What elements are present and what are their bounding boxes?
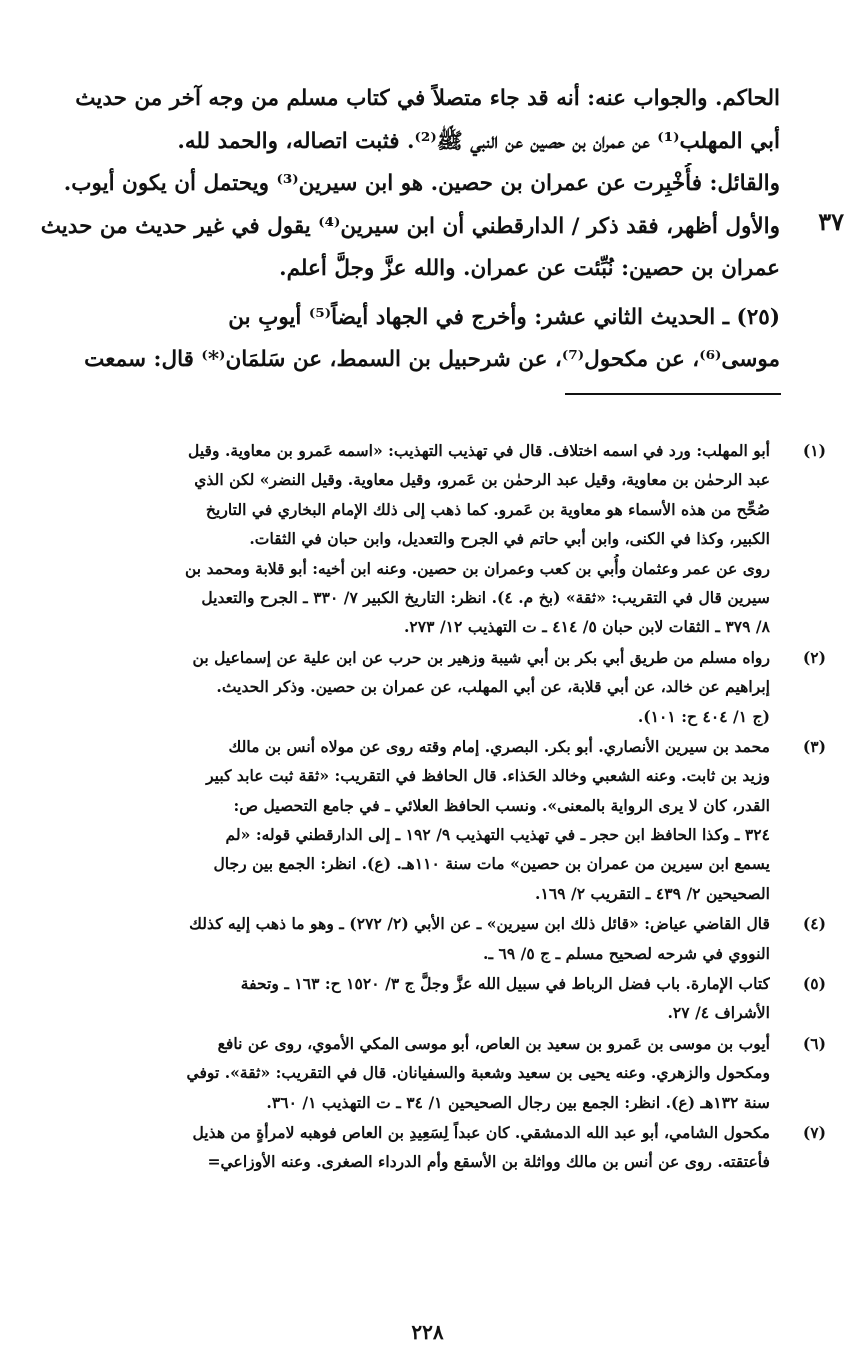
footnote-number: (٢) [802, 647, 826, 667]
footnote-7 [30, 1118, 826, 1177]
footnote-line: النووي في شرحه لصحيح مسلم ـ ج ٥/ ٦٩ ـ. [483, 943, 770, 963]
footnote-number: (٥) [802, 974, 826, 994]
footnote-line: رواه مسلم من طريق أبي بكر بن أبي شيبة وزهير بن حرب عن ابن علية عن إسماعيل بن [192, 647, 770, 667]
footnote-6 [30, 1029, 826, 1117]
footnote-line: وزيد بن ثابت. وعنه الشعبي وخالد الحَذاء. قال الحافظ في التقريب: «ثقة ثبت عابد كبير [206, 766, 770, 786]
hadith-heading-line: (٢٥) ـ الحديث الثاني عشر: وأخرج في الجهاد أيضاً⁽⁵⁾ أيوبِ بن [228, 304, 780, 330]
footnote-line: أبو المهلب: ورد في اسمه اختلاف. قال في تهذيب التهذيب: «اسمه عَمرو بن معاوية. وقيل [188, 441, 770, 460]
hadith-text-line: موسى⁽⁶⁾، عن مكحول⁽⁷⁾، عن شرحبيل بن السمط، عن سَلمَان⁽*⁾ قال: سمعت [84, 347, 780, 372]
footnote-line: يسمع ابن سيرين من عمران بن حصين» مات سنة ١١٠هـ. (ع). انظر: الجمع بين رجال [213, 854, 770, 874]
main-text-line: عمران بن حصين: نُبِّئت عن عمران. والله عزَّ وجلَّ أعلم. [279, 256, 780, 281]
footnote-line: الأشراف ٤/ ٢٧. [667, 1003, 770, 1023]
footnote-number: (٤) [802, 914, 826, 934]
footnote-4 [30, 909, 826, 968]
footnote-line: فأعتقته. روى عن أنس بن مالك وواثلة بن الأسقع وأم الدرداء الصغرى. وعنه الأوزاعي= [207, 1152, 770, 1172]
footnote-line: سنة ١٣٢هـ (ع). انظر: الجمع بين رجال الصحيحين ١/ ٣٤ ـ ت التهذيب ١/ ٣٦٠. [266, 1092, 770, 1112]
main-text-line: أبي المهلب⁽¹⁾ عن عمران بن حصين عن النبي ﷺ⁽²⁾. فثبت اتصاله، والحمد لله. [177, 128, 780, 154]
page-number: ٢٢٨ [411, 1320, 444, 1344]
footnote-line: ٨/ ٣٧٩ ـ الثقات لابن حبان ٥/ ٤١٤ ـ ت التهذيب ١٢/ ٢٧٣. [403, 617, 770, 637]
footnote-line: سيرين قال في التقريب: «ثقة» (بخ م. ٤). انظر: التاريخ الكبير ٧/ ٣٣٠ ـ الجرح والتعديل [201, 587, 770, 607]
footnote-line: مكحول الشامي، أبو عبد الله الدمشقي. كان عبداً لِسَعِيدِ بن العاص فوهبه لامرأةٍ من هذيل [192, 1122, 770, 1142]
footnote-number: (٣) [802, 736, 826, 756]
footnotes [30, 436, 826, 1178]
footnote-2 [30, 643, 826, 731]
footnote-line: قال القاضي عياض: «قائل ذلك ابن سيرين» ـ عن الأبي (٢/ ٢٧٢) ـ وهو ما ذهب إليه كذلك [189, 914, 770, 934]
margin-folio-number: ٣٧ [818, 207, 844, 236]
footnote-line: (ج ١/ ٤٠٤ ح: ١٠١). [637, 706, 770, 726]
main-text-line: الحاكم. والجواب عنه: أنه قد جاء متصلاً في كتاب مسلم من وجه آخر من حديث [75, 86, 780, 111]
footnote-line: كتاب الإمارة. باب فضل الرباط في سبيل الله عزَّ وجلَّ ج ٣/ ١٥٢٠ ح: ١٦٣ ـ وتحفة [240, 974, 770, 994]
footnote-line: ٣٢٤ ـ وكذا الحافظ ابن حجر ـ في تهذيب التهذيب ٩/ ١٩٢ ـ إلى الدارقطني قوله: «لم [225, 825, 770, 845]
footnote-line: عبد الرحمٰن بن معاوية، وقيل عبد الرحمٰن بن عَمرو، وقيل معاوية. وقيل النضر» لكن الذي [194, 470, 770, 490]
footnote-line: ومكحول والزهري. وعنه يحيى بن سعيد وشعبة والسفيانان. قال في التقريب: «ثقة». توفي [186, 1063, 770, 1083]
main-text-line: والقائل: فأُخْبِرت عن عمران بن حصين. هو ابن سيرين⁽³⁾ ويحتمل أن يكون أيوب. [63, 171, 780, 196]
main-text [38, 78, 780, 382]
footnote-line: روى عن عمر وعثمان وأُبي بن كعب وعمران بن حصين. وعنه ابن أخيه: أبو قلابة ومحمد بن [184, 558, 770, 578]
footnote-line: الكبير، وكذا في الكنى، وابن أبي حاتم في الجرح والتعديل، وابن حبان في الثقات. [249, 529, 770, 549]
main-text-line: والأول أظهر، فقد ذكر / الدارقطني أن ابن سيرين⁽⁴⁾ يقول في غير حديث من حديث [40, 213, 780, 239]
footnote-line: إبراهيم عن خالد، عن أبي قلابة، عن أبي المهلب، عن عمران بن حصين. وذكر الحديث. [216, 677, 770, 697]
footnote-5 [30, 969, 826, 1028]
footnote-number: (٧) [802, 1122, 826, 1142]
footnote-separator [565, 393, 781, 395]
footnote-number: (١) [802, 441, 826, 460]
footnote-number: (٦) [802, 1033, 826, 1053]
footnote-3 [30, 732, 826, 908]
footnote-1 [30, 436, 826, 642]
footnote-line: القدر، كان لا يرى الرواية بالمعنى». ونسب الحافظ العلائي ـ في جامع التحصيل ص: [233, 795, 770, 815]
footnote-line: صُحِّح من هذه الأسماء هو معاوية بن عَمرو. كما ذهب إلى ذلك الإمام البخاري في التاريخ [205, 499, 770, 519]
footnote-line: محمد بن سيرين الأنصاري. أبو بكر. البصري. إمام وقته روى عن مولاه أنس بن مالك [228, 736, 770, 756]
footnote-line: الصحيحين ٢/ ٤٣٩ ـ التقريب ٢/ ١٦٩. [535, 883, 770, 903]
footnote-line: أيوب بن موسى بن عَمرو بن سعيد بن العاص، أبو موسى المكي الأموي، روى عن نافع [217, 1033, 770, 1053]
